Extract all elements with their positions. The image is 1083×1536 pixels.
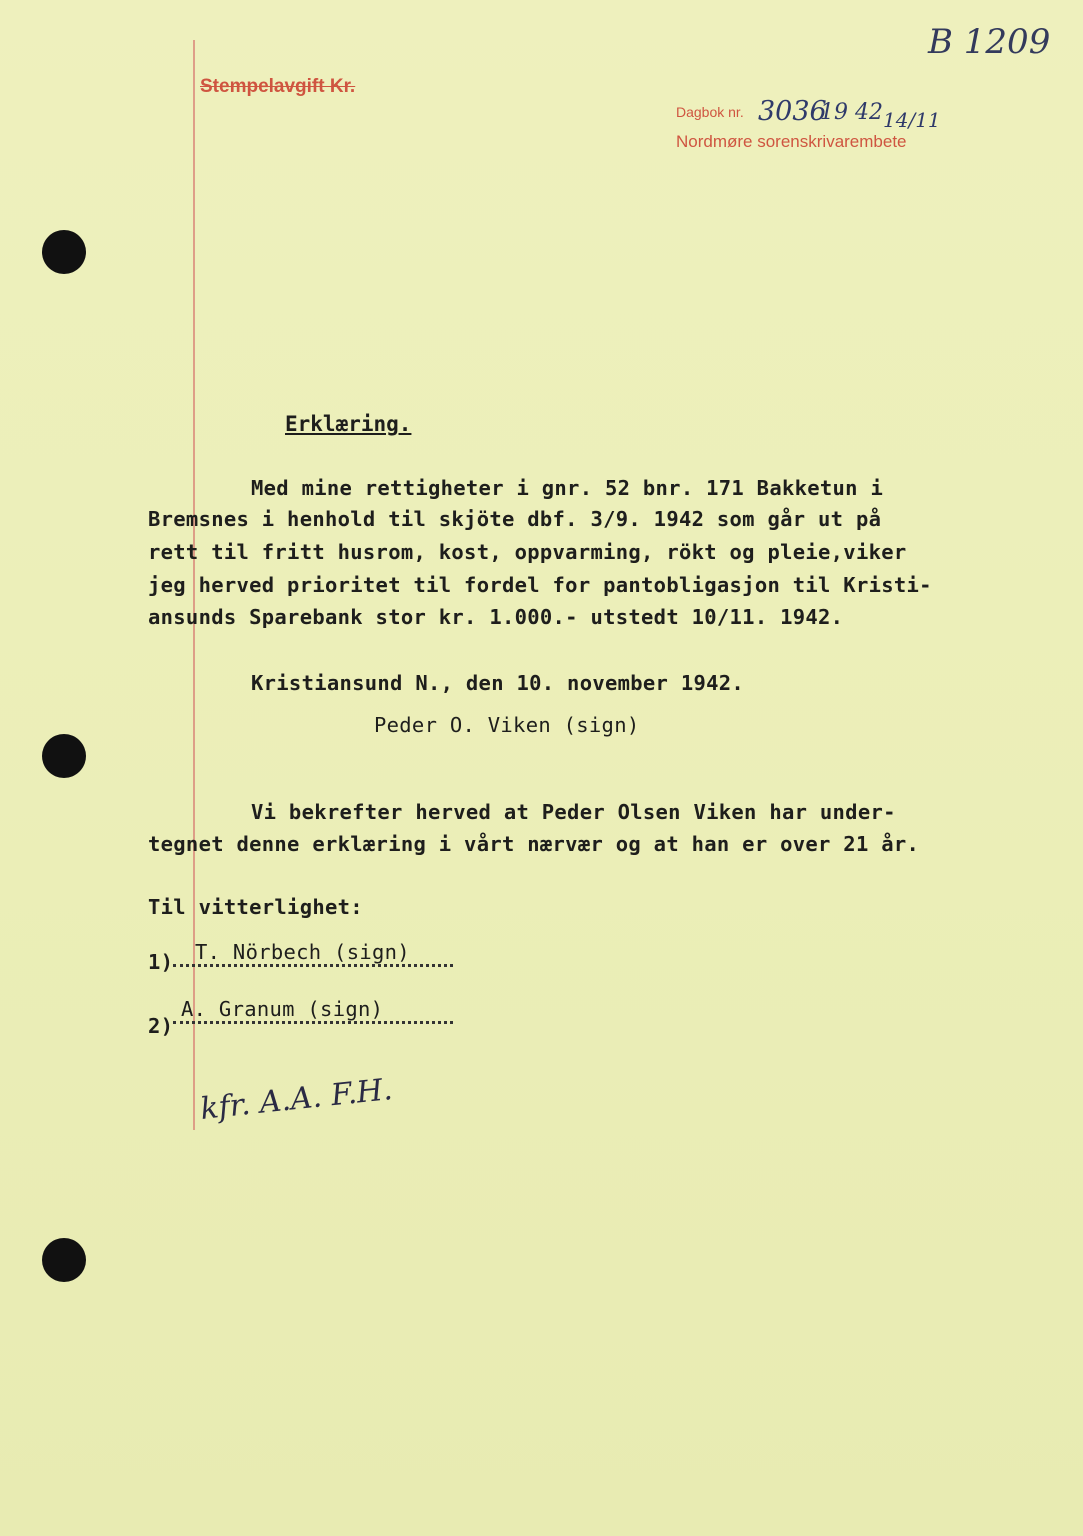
paragraph-line: rett til fritt husrom, kost, oppvarming, rökt og pleie,viker xyxy=(148,540,907,564)
paragraph-line: Bremsnes i henhold til skjöte dbf. 3/9. 1942 som går ut på xyxy=(148,507,882,531)
punch-hole xyxy=(42,734,86,778)
stamp-tax-label: Stempelavgift Kr. xyxy=(200,76,356,97)
paragraph-line: Vi bekrefter herved at Peder Olsen Viken har under- xyxy=(251,800,896,824)
dagbok-year: 19 42 xyxy=(820,100,883,125)
folio-number: B 1209 xyxy=(928,22,1051,62)
witness-name: T. Nörbech (sign) xyxy=(173,940,453,967)
paragraph-line: jeg herved prioritet til fordel for pantobligasjon til Kristi- xyxy=(148,573,932,597)
handwritten-note: kfr. A.A. F.H. xyxy=(198,1072,395,1127)
witness-name: A. Granum (sign) xyxy=(173,997,453,1024)
document-title: Erklæring. xyxy=(285,412,412,436)
place-date: Kristiansund N., den 10. november 1942. xyxy=(251,671,745,695)
signature: Peder O. Viken (sign) xyxy=(374,713,640,737)
punch-hole xyxy=(42,1238,86,1282)
office-stamp: Nordmøre sorenskrivarembete xyxy=(676,132,907,151)
paragraph-line: Med mine rettigheter i gnr. 52 bnr. 171 Bakketun i xyxy=(251,476,884,500)
dagbok-prefix: Dagbok nr. xyxy=(676,104,744,120)
dagbok-date: 14/11 xyxy=(883,108,941,132)
dagbok-number: 3036 xyxy=(758,96,827,127)
paragraph-line: tegnet denne erklæring i vårt nærvær og at han er over 21 år. xyxy=(148,832,920,856)
witness-heading: Til vitterlighet: xyxy=(148,895,363,919)
paragraph-line: ansunds Sparebank stor kr. 1.000.- utstedt 10/11. 1942. xyxy=(148,605,844,629)
witness-number: 1) xyxy=(148,950,174,974)
witness-number: 2) xyxy=(148,1014,174,1038)
punch-hole xyxy=(42,230,86,274)
